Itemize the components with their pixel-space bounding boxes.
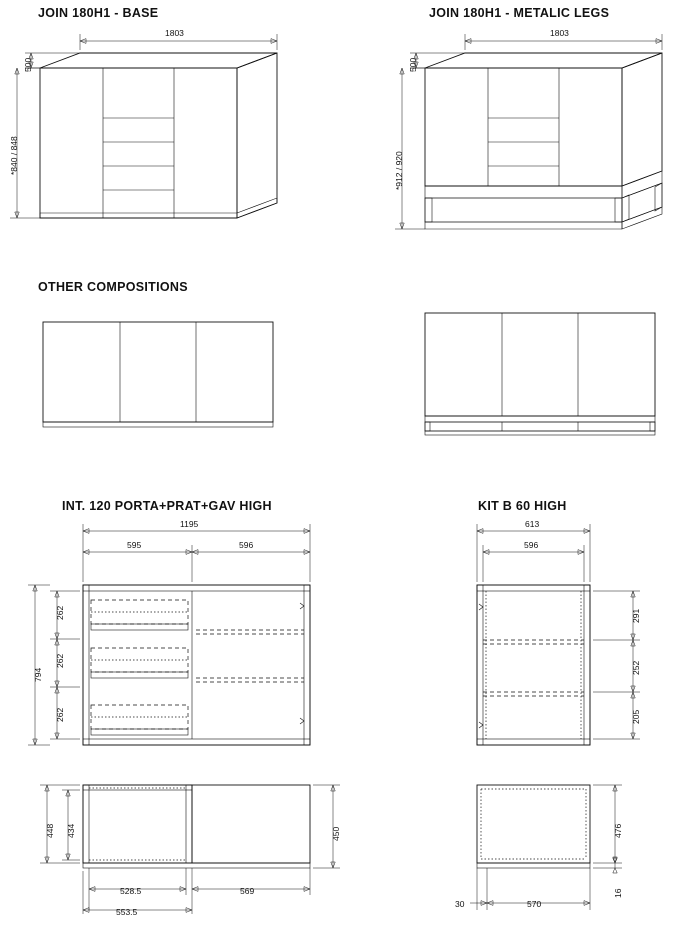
dim-kitb60-16: 16 [613, 888, 623, 898]
title-int-120: INT. 120 PORTA+PRAT+GAV HIGH [62, 499, 272, 513]
dim-int120-448: 448 [45, 823, 55, 838]
dim-int120-434: 434 [66, 823, 76, 838]
dim-int120-1195: 1195 [180, 519, 199, 529]
drawing-join-base [10, 34, 277, 218]
dim-join-base-height: *840 / 848 [9, 136, 19, 175]
dim-kitb60-570: 570 [527, 899, 542, 909]
dim-kitb60-291: 291 [631, 608, 641, 623]
drawing-join-legs [395, 34, 662, 229]
drawing-other-left [43, 322, 273, 427]
dim-int120-596: 596 [239, 540, 254, 550]
dim-kitb60-205: 205 [631, 709, 641, 724]
dim-int120-262-1: 262 [55, 605, 65, 620]
dim-kitb60-30: 30 [455, 899, 465, 909]
dim-int120-595: 595 [127, 540, 142, 550]
drawing-int120-plan [40, 785, 340, 914]
dim-kitb60-596: 596 [524, 540, 539, 550]
dim-kitb60-613: 613 [525, 519, 540, 529]
dim-join-legs-depth: 500 [408, 57, 418, 72]
dim-join-base-width: 1803 [165, 28, 184, 38]
dim-int120-262-3: 262 [55, 707, 65, 722]
dim-kitb60-476: 476 [613, 823, 623, 838]
title-other-compositions: OTHER COMPOSITIONS [38, 280, 188, 294]
dim-int120-5535: 553.5 [116, 907, 138, 917]
drawing-kitb60-elevation [477, 524, 640, 745]
dim-int120-262-2: 262 [55, 653, 65, 668]
drawing-int120-elevation [28, 524, 310, 745]
dim-int120-450: 450 [331, 826, 341, 841]
dim-join-legs-width: 1803 [550, 28, 569, 38]
dim-kitb60-252: 252 [631, 660, 641, 675]
dim-join-base-depth: 500 [23, 57, 33, 72]
title-kit-b-60: KIT B 60 HIGH [478, 499, 567, 513]
drawing-other-right [425, 313, 655, 435]
drawing-kitb60-plan [470, 785, 622, 910]
title-join-legs: JOIN 180H1 - METALIC LEGS [429, 6, 610, 20]
dim-int120-5285: 528.5 [120, 886, 142, 896]
dim-join-legs-height: *912 / 920 [394, 151, 404, 190]
dim-int120-794: 794 [33, 667, 43, 682]
title-join-base: JOIN 180H1 - BASE [38, 6, 159, 20]
dim-int120-569: 569 [240, 886, 255, 896]
